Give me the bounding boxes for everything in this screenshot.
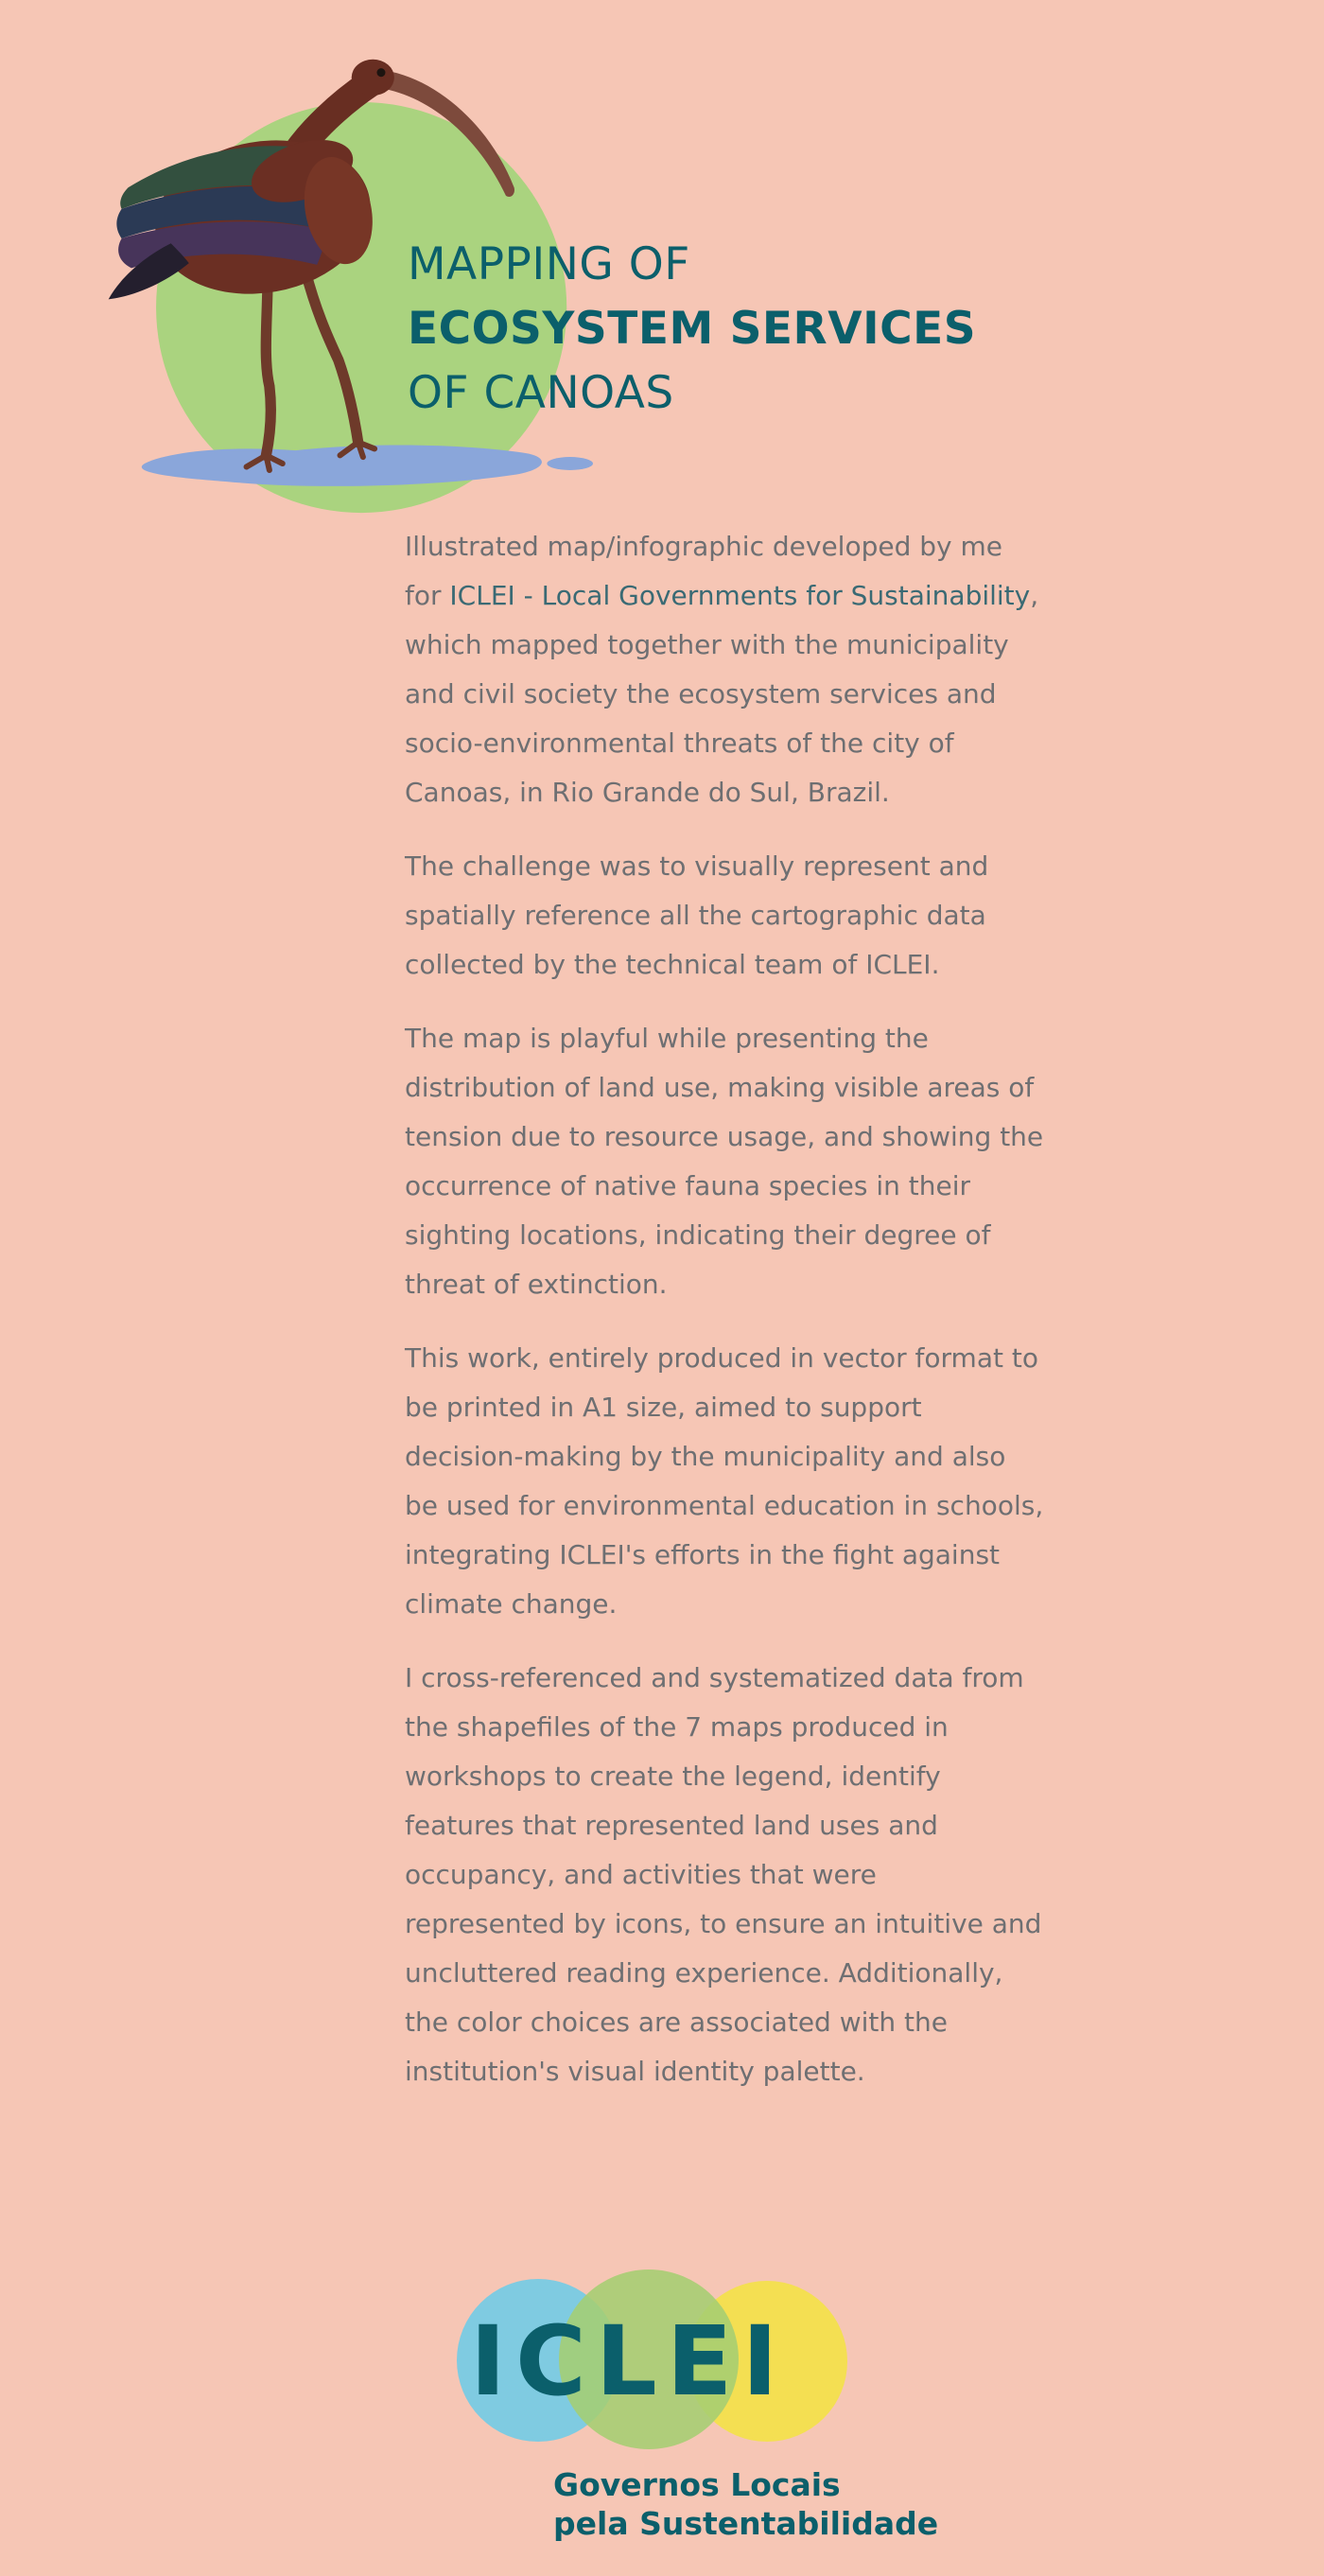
ibis-eye	[376, 68, 385, 77]
paragraph-intro	[405, 522, 1044, 817]
ibis-leg-back	[266, 272, 270, 456]
iclei-highlight: ICLEI - Local Governments for Sustainability	[449, 580, 1031, 611]
intro-text-before: Illustrated map/infographic developed by me for	[405, 531, 1002, 611]
water-puddle-blob	[547, 457, 593, 470]
logo-caption	[553, 2465, 938, 2543]
caption-line-1: Governos Locais	[553, 2466, 841, 2503]
title-line-2: ECOSYSTEM SERVICES	[408, 303, 977, 355]
ibis-head	[352, 60, 394, 96]
iclei-wordmark: ICLEI	[470, 2305, 788, 2418]
paragraph-process: I cross-referenced and systematized data from the shapefiles of the 7 maps produced in workshops to create the legend, identify features that represented land uses and occupancy, and activities that were represented by icons, to ensure an intuitive and uncluttered reading experience. Additionally, the color choices are associated with the institution's visual identity palette.	[405, 1662, 1042, 2087]
page-title	[408, 233, 976, 426]
paragraph-purpose: This work, entirely produced in vector format to be printed in A1 size, aimed to support decision-making by the municipality and also be used for environmental education in schools, integrating ICLEI's efforts in the fight against climate change.	[405, 1342, 1044, 1620]
title-line-3: OF CANOAS	[408, 367, 674, 419]
caption-line-2: pela Sustentabilidade	[553, 2505, 939, 2542]
paragraph-map-description: The map is playful while presenting the distribution of land use, making visible areas of tension due to resource usage, and showing the occurrence of native fauna species in their sighting locations, indicating their degree of threat of extinction.	[405, 1023, 1044, 1300]
title-line-1: MAPPING OF	[408, 238, 690, 290]
iclei-logo	[457, 2266, 863, 2464]
paragraph-challenge: The challenge was to visually represent and spatially reference all the cartographic data collected by the technical team of ICLEI.	[405, 850, 989, 980]
intro-text-after: , which mapped together with the municipality and civil society the ecosystem services and socio-environmental threats of the city of Canoas, in Rio Grande do Sul, Brazil.	[405, 580, 1039, 808]
project-description	[405, 522, 1044, 2121]
